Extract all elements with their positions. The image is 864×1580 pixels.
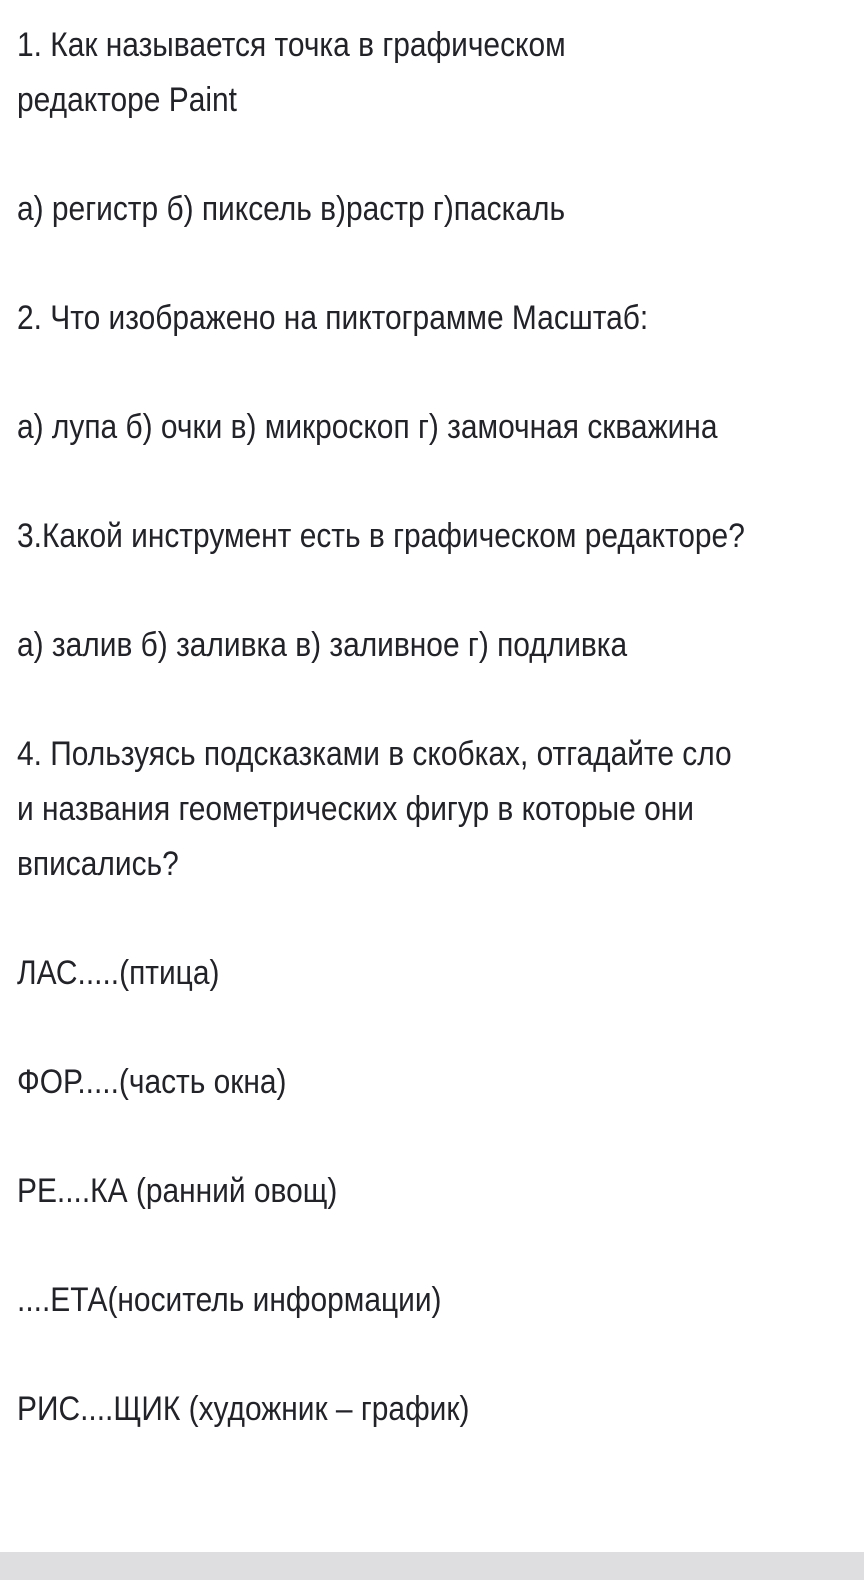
- spacer: [17, 455, 762, 509]
- bottom-bar: [0, 1552, 864, 1580]
- question-2-answers: а) лупа б) очки в) микроскоп г) замочная скважина: [17, 408, 718, 446]
- spacer: [17, 564, 762, 618]
- question-1-answers: а) регистр б) пиксель в)растр г)паскаль: [17, 190, 566, 228]
- question-1-line-1: 1. Как называется точка в графическом: [17, 26, 566, 64]
- question-3-answers: а) залив б) заливка в) заливное г) подливка: [17, 626, 628, 664]
- spacer: [17, 1328, 762, 1382]
- document-body: [17, 18, 762, 1437]
- spacer: [17, 1219, 762, 1273]
- question-4-line-1: 4. Пользуясь подсказками в скобках, отгадайте сло: [17, 735, 732, 773]
- riddle-4: ....ЕТА(носитель информации): [17, 1281, 442, 1319]
- riddle-2: ФОР.....(часть окна): [17, 1063, 287, 1101]
- spacer: [17, 346, 762, 400]
- spacer: [17, 673, 762, 727]
- spacer: [17, 1110, 762, 1164]
- question-4-line-3: вписались?: [17, 845, 179, 883]
- spacer: [17, 237, 762, 291]
- riddle-5: РИС....ЩИК (художник – график): [17, 1390, 470, 1428]
- question-3: 3.Какой инструмент есть в графическом редакторе?: [17, 517, 745, 555]
- spacer: [17, 892, 762, 946]
- spacer: [17, 1001, 762, 1055]
- question-2: 2. Что изображено на пиктограмме Масштаб:: [17, 299, 649, 337]
- spacer: [17, 128, 762, 182]
- riddle-3: РЕ....КА (ранний овощ): [17, 1172, 338, 1210]
- riddle-1: ЛАС.....(птица): [17, 954, 220, 992]
- question-4-line-2: и названия геометрических фигур в которые они: [17, 790, 695, 828]
- question-1-line-2: редакторе Paint: [17, 81, 237, 119]
